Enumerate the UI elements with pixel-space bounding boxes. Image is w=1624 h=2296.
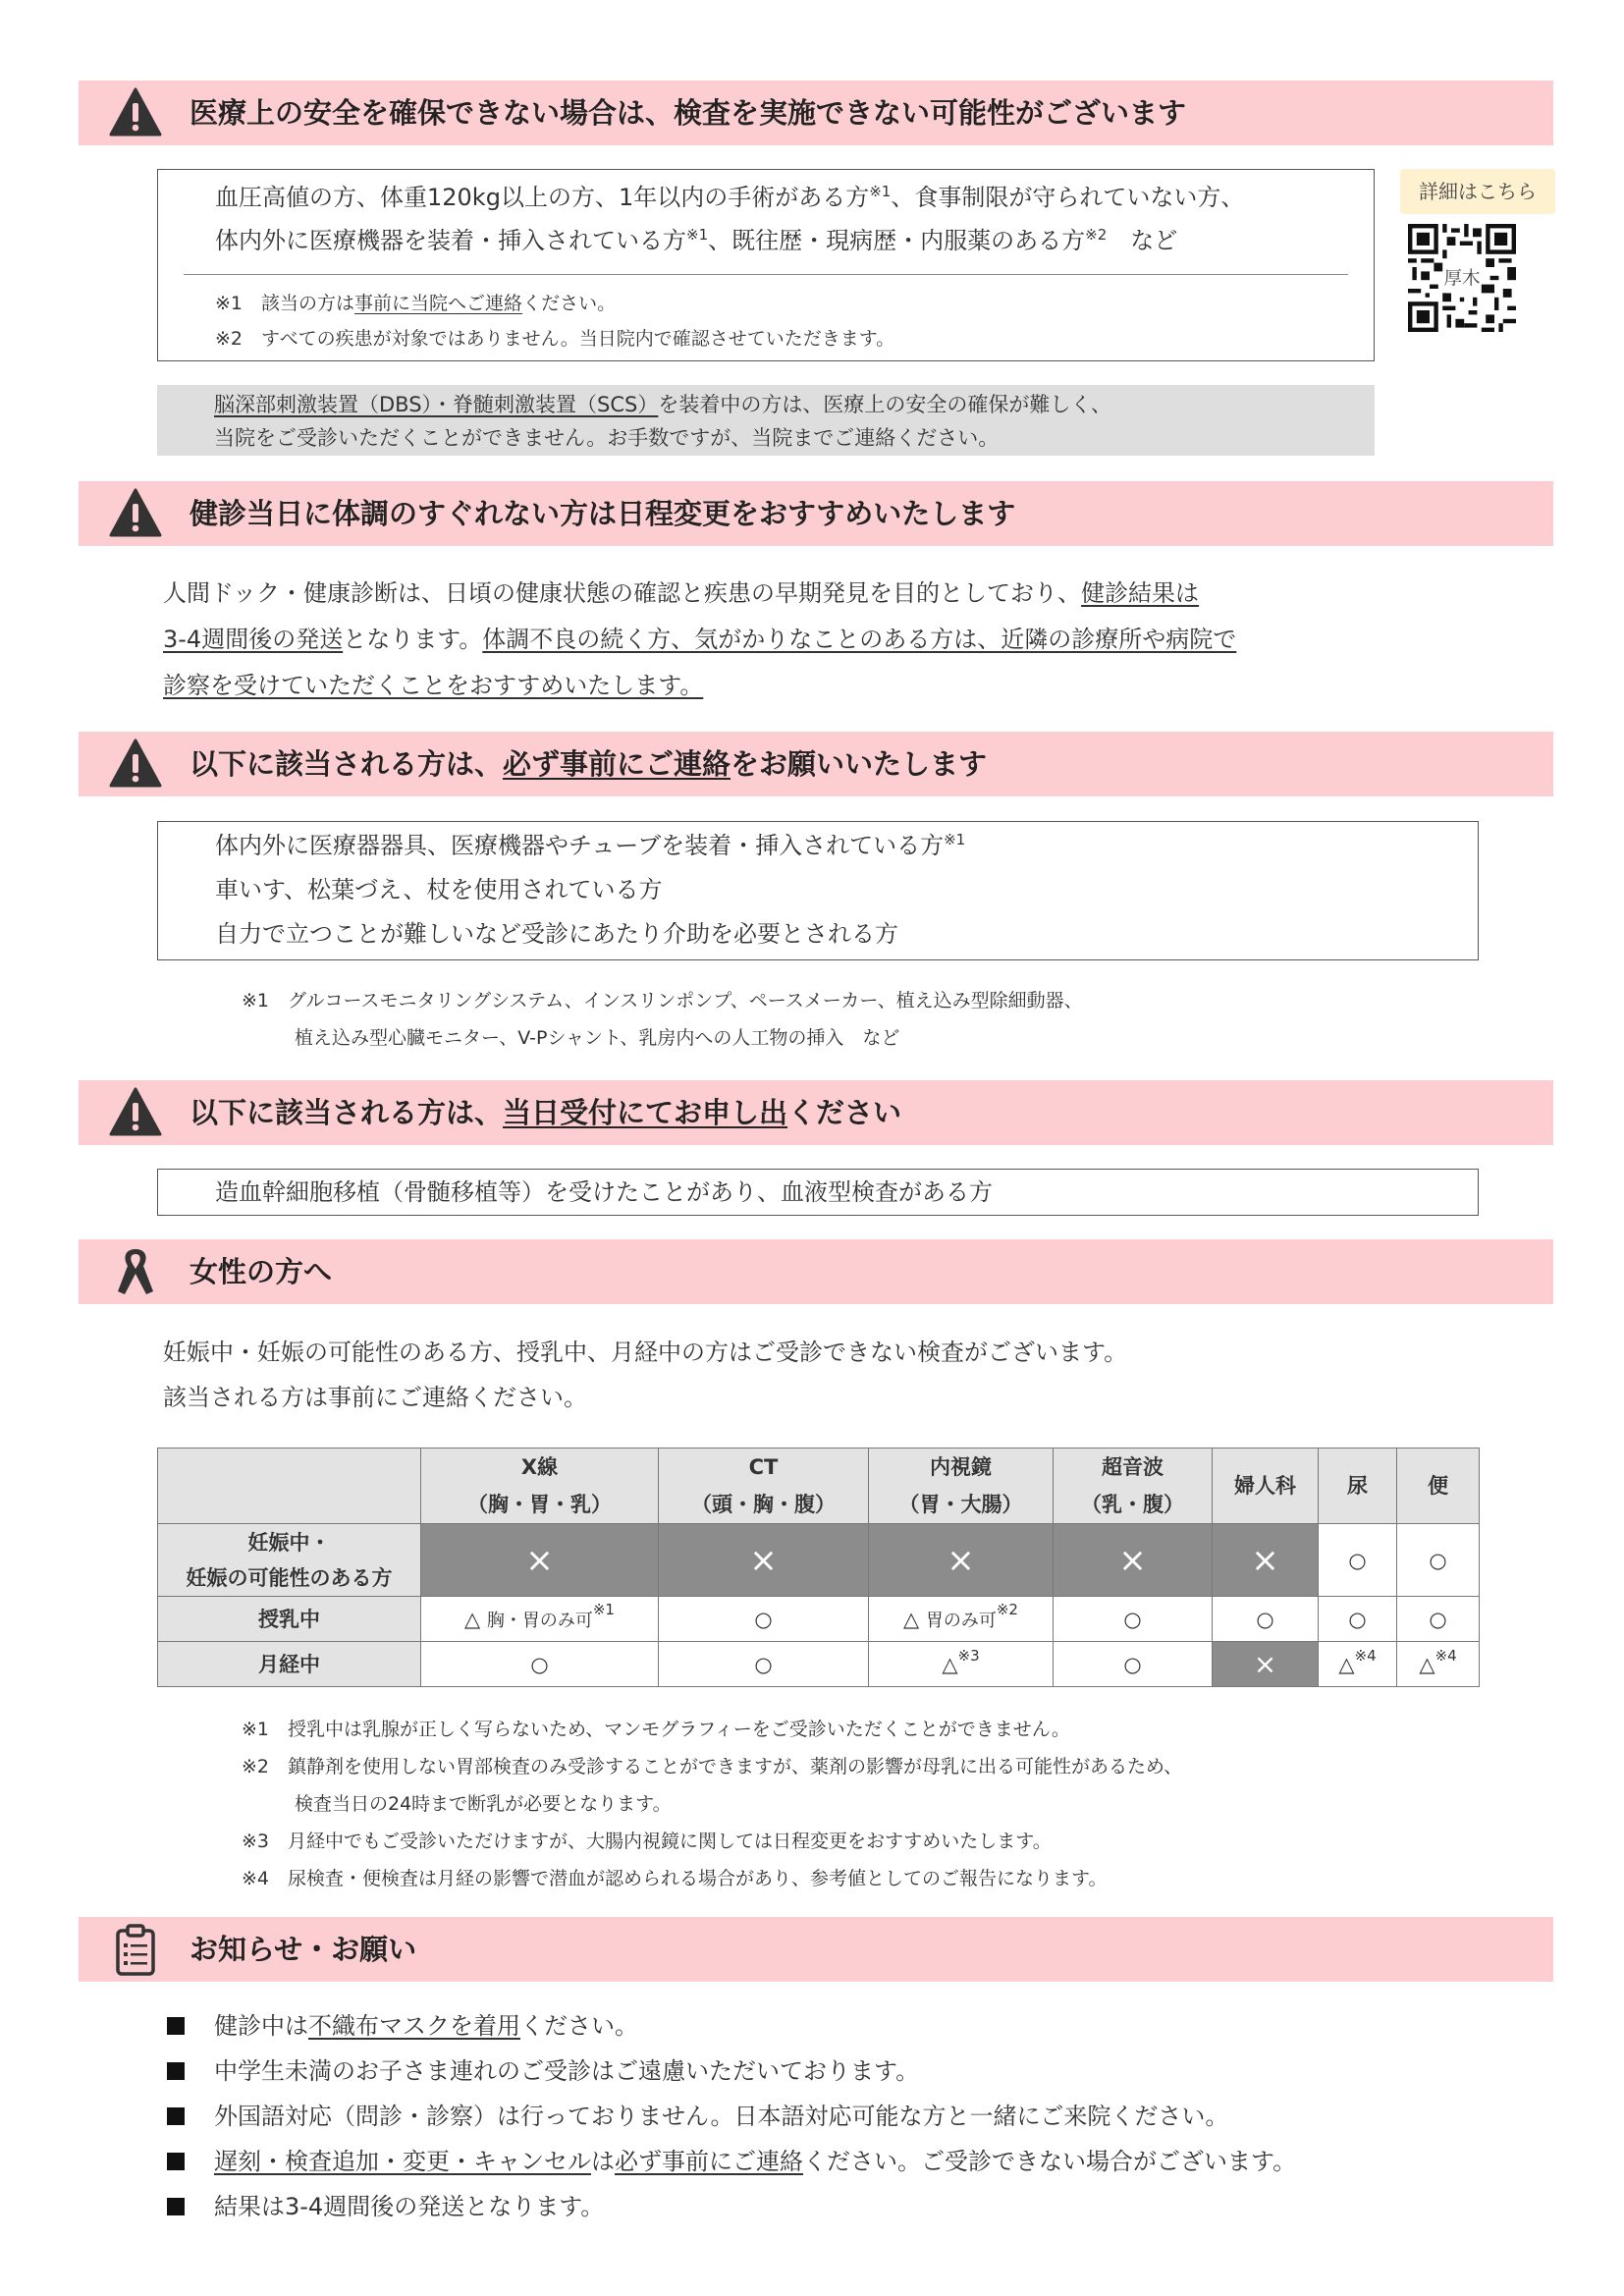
device-warning-line-1: 脳深部刺激装置（DBS）・脊髄刺激装置（SCS）を装着中の方は、医療上の安全の確保が難しく、 bbox=[214, 393, 1111, 416]
divider bbox=[184, 274, 1348, 275]
women-note-1: ※1 授乳中は乳腺が正しく写らないため、マンモグラフィーをご受診いただくことができません。 bbox=[242, 1719, 1070, 1740]
section-title: 以下に該当される方は、必ず事前にご連絡をお願いいたします bbox=[189, 747, 988, 781]
row-header-pregnant: 妊娠中・ 妊娠の可能性のある方 bbox=[158, 1524, 421, 1597]
bullet-square-icon bbox=[167, 2153, 185, 2170]
qr-code-icon[interactable] bbox=[1408, 224, 1516, 332]
reception-box bbox=[157, 1169, 1479, 1216]
cell: × bbox=[1213, 1524, 1319, 1597]
cell: △ 胃のみ可$^{※2}$ bbox=[869, 1597, 1054, 1642]
safety-note-1: ※1 該当の方は事前に当院へご連絡ください。 bbox=[215, 293, 617, 314]
condition-line-1: 人間ドック・健康診断は、日頃の健康状態の確認と疾患の早期発見を目的としており、健診結果は bbox=[163, 579, 1200, 607]
cell: ○ bbox=[659, 1642, 869, 1687]
bullet-square-icon bbox=[167, 2107, 185, 2125]
cell: ○ bbox=[1054, 1642, 1213, 1687]
section-title: 以下に該当される方は、当日受付にてお申し出ください bbox=[189, 1096, 902, 1129]
cell: ○ bbox=[659, 1597, 869, 1642]
col-header-xray: X線 （胸・胃・乳） bbox=[421, 1449, 659, 1524]
contact-item-1: 体内外に医療器器具、医療機器やチューブを装着・挿入されている方$^{※1}$ bbox=[215, 831, 966, 859]
notice-item-2: 中学生未満のお子さま連れのご受診はご遠慮いただいております。 bbox=[214, 2057, 920, 2085]
col-header-endoscope: 内視鏡 （胃・大腸） bbox=[869, 1449, 1054, 1524]
qr-caption: 厚木 bbox=[1443, 268, 1481, 290]
table-row bbox=[158, 1597, 1480, 1642]
cell: △ 胸・胃のみ可$^{※1}$ bbox=[421, 1597, 659, 1642]
section-header-contact bbox=[79, 732, 1553, 796]
section-header-women bbox=[79, 1239, 1553, 1304]
contact-note-2: 植え込み型心臓モニター、V-Pシャント、乳房内への人工物の挿入 など bbox=[295, 1027, 900, 1049]
section-title: 医療上の安全を確保できない場合は、検査を実施できない可能性がございます bbox=[189, 96, 1187, 130]
table-header-row bbox=[158, 1449, 1480, 1524]
cell: △$^{※4}$ bbox=[1319, 1642, 1397, 1687]
women-note-2: ※2 鎮静剤を使用しない胃部検査のみ受診することができますが、薬剤の影響が母乳に出る可能性があるため、 bbox=[242, 1756, 1183, 1777]
bullet-square-icon bbox=[167, 2198, 185, 2215]
section-header-reception bbox=[79, 1080, 1553, 1145]
contact-conditions-box bbox=[157, 821, 1479, 960]
warning-icon bbox=[108, 1085, 163, 1140]
col-header-ct: CT （頭・胸・腹） bbox=[659, 1449, 869, 1524]
warning-icon bbox=[108, 85, 163, 140]
cell: △$^{※4}$ bbox=[1397, 1642, 1480, 1687]
women-line-1: 妊娠中・妊娠の可能性のある方、授乳中、月経中の方はご受診できない検査がございます。 bbox=[163, 1339, 1128, 1366]
bullet-square-icon bbox=[167, 2062, 185, 2080]
safety-note-2: ※2 すべての疾患が対象ではありません。当日院内で確認させていただきます。 bbox=[215, 328, 895, 350]
section-header-safety bbox=[79, 81, 1553, 145]
notice-item-3: 外国語対応（問診・診察）は行っておりません。日本語対応可能な方と一緒にご来院ください。 bbox=[214, 2103, 1229, 2130]
device-warning-line-2: 当院をご受診いただくことができません。お手数ですが、当院までご連絡ください。 bbox=[214, 426, 1000, 450]
cell: ○ bbox=[1397, 1597, 1480, 1642]
reception-item-1: 造血幹細胞移植（骨髄移植等）を受けたことがあり、血液型検査がある方 bbox=[215, 1178, 993, 1206]
section-title: お知らせ・お願い bbox=[189, 1933, 417, 1966]
section-header-condition bbox=[79, 481, 1553, 546]
contact-note-1: ※1 グルコースモニタリングシステム、インスリンポンプ、ペースメーカー、植え込み型除細動器、 bbox=[242, 990, 1083, 1011]
women-line-2: 該当される方は事前にご連絡ください。 bbox=[163, 1384, 587, 1411]
section-header-notice bbox=[79, 1917, 1553, 1982]
cell: ○ bbox=[1319, 1597, 1397, 1642]
safety-line-2: 体内外に医療機器を装着・挿入されている方$^{※1}$、既往歴・現病歴・内服薬のある方$^{※2}$ など bbox=[215, 226, 1178, 254]
section-title: 女性の方へ bbox=[189, 1255, 333, 1288]
clipboard-icon bbox=[108, 1922, 163, 1977]
col-header-urine: 尿 bbox=[1319, 1449, 1397, 1524]
notice-item-5: 結果は3-4週間後の発送となります。 bbox=[214, 2193, 605, 2220]
bullet-square-icon bbox=[167, 2017, 185, 2035]
ribbon-icon bbox=[108, 1244, 163, 1299]
col-header-stool: 便 bbox=[1397, 1449, 1480, 1524]
women-note-4: ※4 尿検査・便検査は月経の影響で潜血が認められる場合があり、参考値としてのご報告になります。 bbox=[242, 1868, 1108, 1889]
detail-label[interactable]: 詳細はこちら bbox=[1400, 169, 1555, 214]
safety-line-1: 血圧高値の方、体重120kg以上の方、1年以内の手術がある方$^{※1}$、食事制限が守られていない方、 bbox=[215, 183, 1245, 211]
col-header-gynecology: 婦人科 bbox=[1213, 1449, 1319, 1524]
row-header-menstruation: 月経中 bbox=[158, 1642, 421, 1687]
table-corner bbox=[158, 1449, 421, 1524]
cell: ○ bbox=[1397, 1524, 1480, 1597]
cell: ○ bbox=[421, 1642, 659, 1687]
notice-item-1: 健診中は不織布マスクを着用ください。 bbox=[214, 2012, 638, 2040]
cell: × bbox=[869, 1524, 1054, 1597]
cell: × bbox=[1054, 1524, 1213, 1597]
cell: ○ bbox=[1319, 1524, 1397, 1597]
table-row bbox=[158, 1642, 1480, 1687]
cell: ○ bbox=[1054, 1597, 1213, 1642]
device-warning-box bbox=[157, 385, 1375, 456]
condition-line-3: 診察を受けていただくことをおすすめいたします。 bbox=[163, 672, 704, 699]
contact-item-2: 車いす、松葉づえ、杖を使用されている方 bbox=[215, 876, 663, 903]
cell: △$^{※3}$ bbox=[869, 1642, 1054, 1687]
cell: × bbox=[421, 1524, 659, 1597]
row-header-breastfeeding: 授乳中 bbox=[158, 1597, 421, 1642]
cell: × bbox=[659, 1524, 869, 1597]
safety-conditions-box bbox=[157, 169, 1375, 361]
warning-icon bbox=[108, 486, 163, 541]
women-exam-table bbox=[157, 1448, 1480, 1687]
notice-item-4: 遅刻・検査追加・変更・キャンセルは必ず事前にご連絡ください。ご受診できない場合がございます。 bbox=[214, 2148, 1297, 2175]
condition-line-2: 3-4週間後の発送となります。体調不良の続く方、気がかりなことのある方は、近隣の診療所や病院で bbox=[163, 626, 1237, 653]
women-note-2b: 検査当日の24時まで断乳が必要となります。 bbox=[295, 1793, 672, 1815]
table-row bbox=[158, 1524, 1480, 1597]
cell: ○ bbox=[1213, 1597, 1319, 1642]
section-title: 健診当日に体調のすぐれない方は日程変更をおすすめいたします bbox=[189, 497, 1016, 530]
cell: × bbox=[1213, 1642, 1319, 1687]
warning-icon bbox=[108, 737, 163, 792]
women-note-3: ※3 月経中でもご受診いただけますが、大腸内視鏡に関しては日程変更をおすすめいたします。 bbox=[242, 1831, 1052, 1852]
contact-item-3: 自力で立つことが難しいなど受診にあたり介助を必要とされる方 bbox=[215, 920, 898, 948]
col-header-ultrasound: 超音波 （乳・腹） bbox=[1054, 1449, 1213, 1524]
